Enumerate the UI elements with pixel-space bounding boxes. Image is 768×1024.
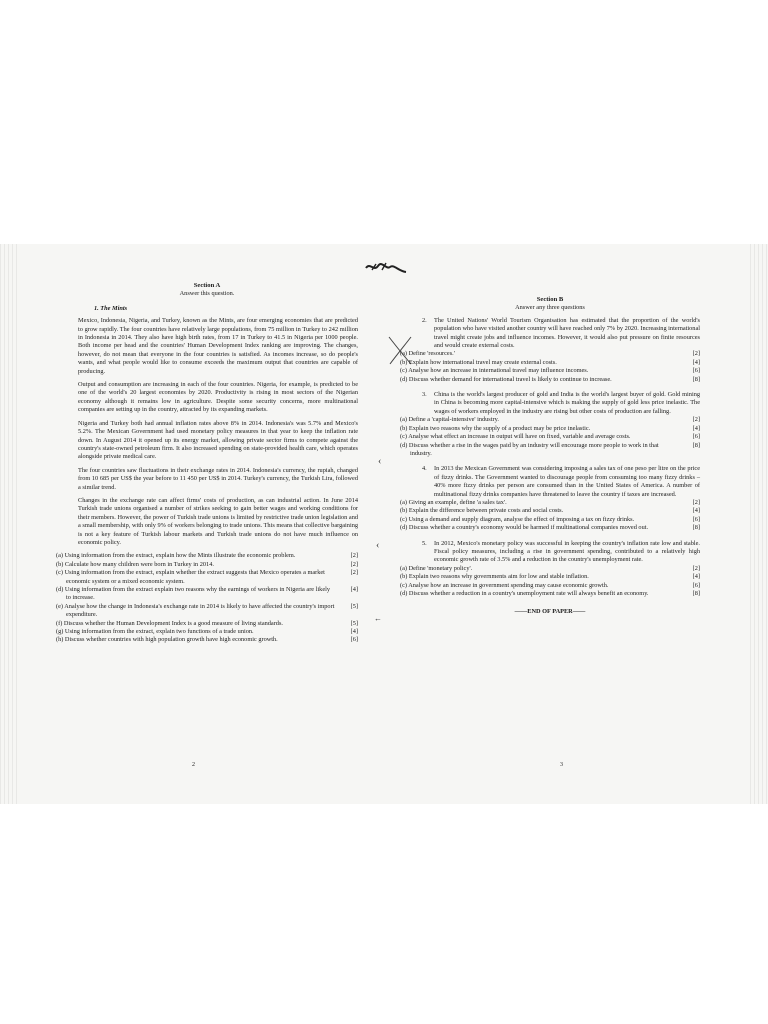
question-1-title: 1. The Mints	[94, 304, 128, 312]
section-b-instruction: Answer any three questions	[515, 304, 585, 312]
subquestion: (c) Using a demand and supply diagram, analyse the effect of imposing a tax on fizzy drinks. [6]	[400, 515, 700, 523]
end-of-paper: ——END OF PAPER——	[514, 608, 586, 616]
question-4: 4. In 2013 the Mexican Government was considering imposing a sales tax of one peso per litre on the price of fizzy drinks. The Government wanted to discourage people from consuming too many fizzy drinks – 40% more fizzy drinks per person are consumed than in the United States of America. A number of multinational fizzy drinks companies have threatened to leave the country if taxes are increased. (a) Giving an example, define 'a sales tax'. [2] (b) Explain the difference between private costs and social costs. [4] (c) Using a demand and supply diagram, analyse the effect of imposing a tax on fizzy drinks. [6] (d) Discuss whether a country's economy would be harmed if multinational companies moved out. [8]	[400, 465, 700, 532]
subquestion: (b) Explain two reasons why governments aim for low and stable inflation. [4]	[400, 573, 700, 581]
subquestion: (a) Using information from the extract, explain how the Mints illustrate the economic problem. [2]	[56, 552, 358, 560]
subquestion: (d) Discuss whether a rise in the wages paid by an industry will encourage more people to work in that industry. [8]	[400, 441, 700, 457]
question-3: 3. China is the world's largest producer of gold and India is the world's largest buyer of gold. Gold mining in China is becoming more capital-intensive which is making the supply of gold less price inelastic. The wages of workers employed in the industry are rising but other costs of production are falling. (a) Define a 'capital-intensive' industry. [2] (b) Explain two reasons why the supply of a product may be price inelastic. [4] (c) Analyse what effect an increase in output will have on fixed, variable and average costs. [6] (d) Discuss whether a rise in the wages paid by an industry will encourage more people to work in that industry. [8]	[400, 391, 700, 457]
left-page	[56, 282, 358, 647]
extract-paragraph: Nigeria and Turkey both had annual inflation rates above 8% in 2014. Indonesia's was 5.7% and Mexico's 5.2%. The Mexican Government had used monetary policy measures in that year to keep the inflation rate down. In August 2014 it opened up its energy market, allowing private sector firms to compete against the country's state-owned petroleum firm. It also increased spending on state-provided health care, which operates alongside private medical care.	[78, 419, 358, 461]
subquestion: (c) Using information from the extract, explain whether the extract suggests that Mexico operates a market economic system or a mixed economic system. [2]	[56, 569, 358, 585]
extract-paragraph: Changes in the exchange rate can affect firms' costs of production, as can industrial action. In June 2014 Turkish trade unions organised a number of strikes seeking to gain better wages and working conditions for their members. However, the power of Turkish trade unions is limited by restrictive trade union legislation and a small membership, with only 9% of workers belonging to trade unions. This means that collective bargaining is not a key feature of Turkish labour markets and Turkish trade unions do not have much influence on economic policy.	[78, 496, 358, 546]
page-number-right: 3	[560, 762, 563, 768]
scan-noise-right	[750, 244, 768, 804]
scribble-mark	[362, 258, 412, 280]
subquestion: (a) Define 'monetary policy'. [2]	[400, 564, 700, 572]
subquestion: (f) Discuss whether the Human Development Index is a good measure of living standards. [5]	[56, 619, 358, 627]
subquestion: (d) Using information from the extract explain two reasons why the earnings of workers in Nigeria are likely to increase. [4]	[56, 586, 358, 602]
subquestion: (b) Explain two reasons why the supply of a product may be price inelastic. [4]	[400, 424, 700, 432]
pen-tick-mark: ‹	[376, 540, 380, 551]
extract-paragraph: Output and consumption are increasing in each of the four countries. Nigeria, for example, is predicted to be one of the world's 20 largest economies by 2020. Productivity is rising in most sectors of the Nigerian economy although it remains low in agriculture. Despite some security concerns, more multinational companies are setting up in the country, attracted by its expanding markets.	[78, 381, 358, 414]
question-2: 2. The United Nations' World Tourism Organisation has estimated that the proportion of the world's population who have visited another country will have reached only 7% by 2020. Increasing international travel might create jobs and influence incomes. However, it would also put pressure on finite resources and would create external costs. (a) Define 'resources.' [2] (b) Explain how international travel may create external costs. [4] (c) Analyse how an increase in international travel may influence incomes. [6] (d) Discuss whether demand for international travel is likely to continue to increase. [8]	[400, 316, 700, 383]
section-b-title: Section B	[536, 296, 564, 303]
subquestion: (a) Define a 'capital-intensive' industry. [2]	[400, 416, 700, 424]
subquestion: (b) Explain how international travel may create external costs. [4]	[400, 358, 700, 366]
subquestion: (d) Discuss whether a country's economy would be harmed if multinational companies moved out. [8]	[400, 524, 700, 532]
subquestion: (e) Analyse how the change in Indonesia's exchange rate in 2014 is likely to have affected the country's import expenditure. [5]	[56, 602, 358, 619]
subquestion: (h) Discuss whether countries with high population growth have high economic growth. [6]	[56, 636, 358, 644]
subquestion: (c) Analyse how an increase in government spending may cause economic growth. [6]	[400, 581, 700, 589]
subquestion: (a) Define 'resources.' [2]	[400, 350, 700, 358]
pen-tick-mark: ‹	[378, 456, 382, 467]
question-1-parts	[56, 552, 358, 644]
subquestion: (b) Calculate how many children were born in Turkey in 2014. [2]	[56, 560, 358, 568]
subquestion: (d) Discuss whether a reduction in a country's unemployment rate will always benefit an economy. [8]	[400, 590, 700, 597]
subquestion: (d) Discuss whether demand for international travel is likely to continue to increase. [8]	[400, 375, 700, 383]
extract-paragraph: The four countries saw fluctuations in their exchange rates in 2014. Indonesia's currency, the rupiah, changed from 10 685 per US$ the year before to 11 450 per US$ in 2014. Turkey's currency, the Turkish Lira, followed a similar trend.	[78, 466, 358, 491]
extract-paragraph: Mexico, Indonesia, Nigeria, and Turkey, known as the Mints, are four emerging economies that are predicted to grow rapidly. The four countries have relatively large populations, from 75 million in Turkey to 242 million in Indonesia in 2014. They also have high birth rates, from 17 in Turkey to 41.5 in Nigeria per 1000 people. Both income per head and the countries' Human Development Index ranking are improving. The changes, however, do not mean that everyone in the four countries is satisfied. As incomes increase, so do people's wants, and what people would like to consume exceeds the maximum output that countries are capable of producing.	[78, 317, 358, 375]
scan-noise-left	[0, 244, 18, 804]
subquestion: (a) Giving an example, define 'a sales tax'. [2]	[400, 498, 700, 506]
pen-dash-mark: ←	[374, 614, 382, 623]
subquestion: (c) Analyse what effect an increase in output will have on fixed, variable and average costs. [6]	[400, 433, 700, 441]
right-page	[400, 296, 700, 617]
question-5: 5. In 2012, Mexico's monetary policy was successful in keeping the country's inflation rate low and stable. Fiscal policy measures, including a rise in government spending, contributed to a relatively high economic growth rate of 3.5% and a reduction in the country's unemployment rate. (a) Define 'monetary policy'. [2] (b) Explain two reasons why governments aim for low and stable inflation. [4] (c) Analyse how an increase in government spending may cause economic growth. [6] (d) Discuss whether a reduction in a country's unemployment rate will always benefit an economy. [8]	[400, 539, 700, 597]
section-a-title: Section A	[193, 282, 221, 289]
section-a-instruction: Answer this question.	[179, 290, 235, 298]
subquestion: (c) Analyse how an increase in international travel may influence incomes. [6]	[400, 367, 700, 375]
subquestion: (b) Explain the difference between private costs and social costs. [4]	[400, 507, 700, 515]
subquestion: (g) Using information from the extract, explain two functions of a trade union. [4]	[56, 628, 358, 636]
page-number-left: 2	[192, 762, 195, 768]
